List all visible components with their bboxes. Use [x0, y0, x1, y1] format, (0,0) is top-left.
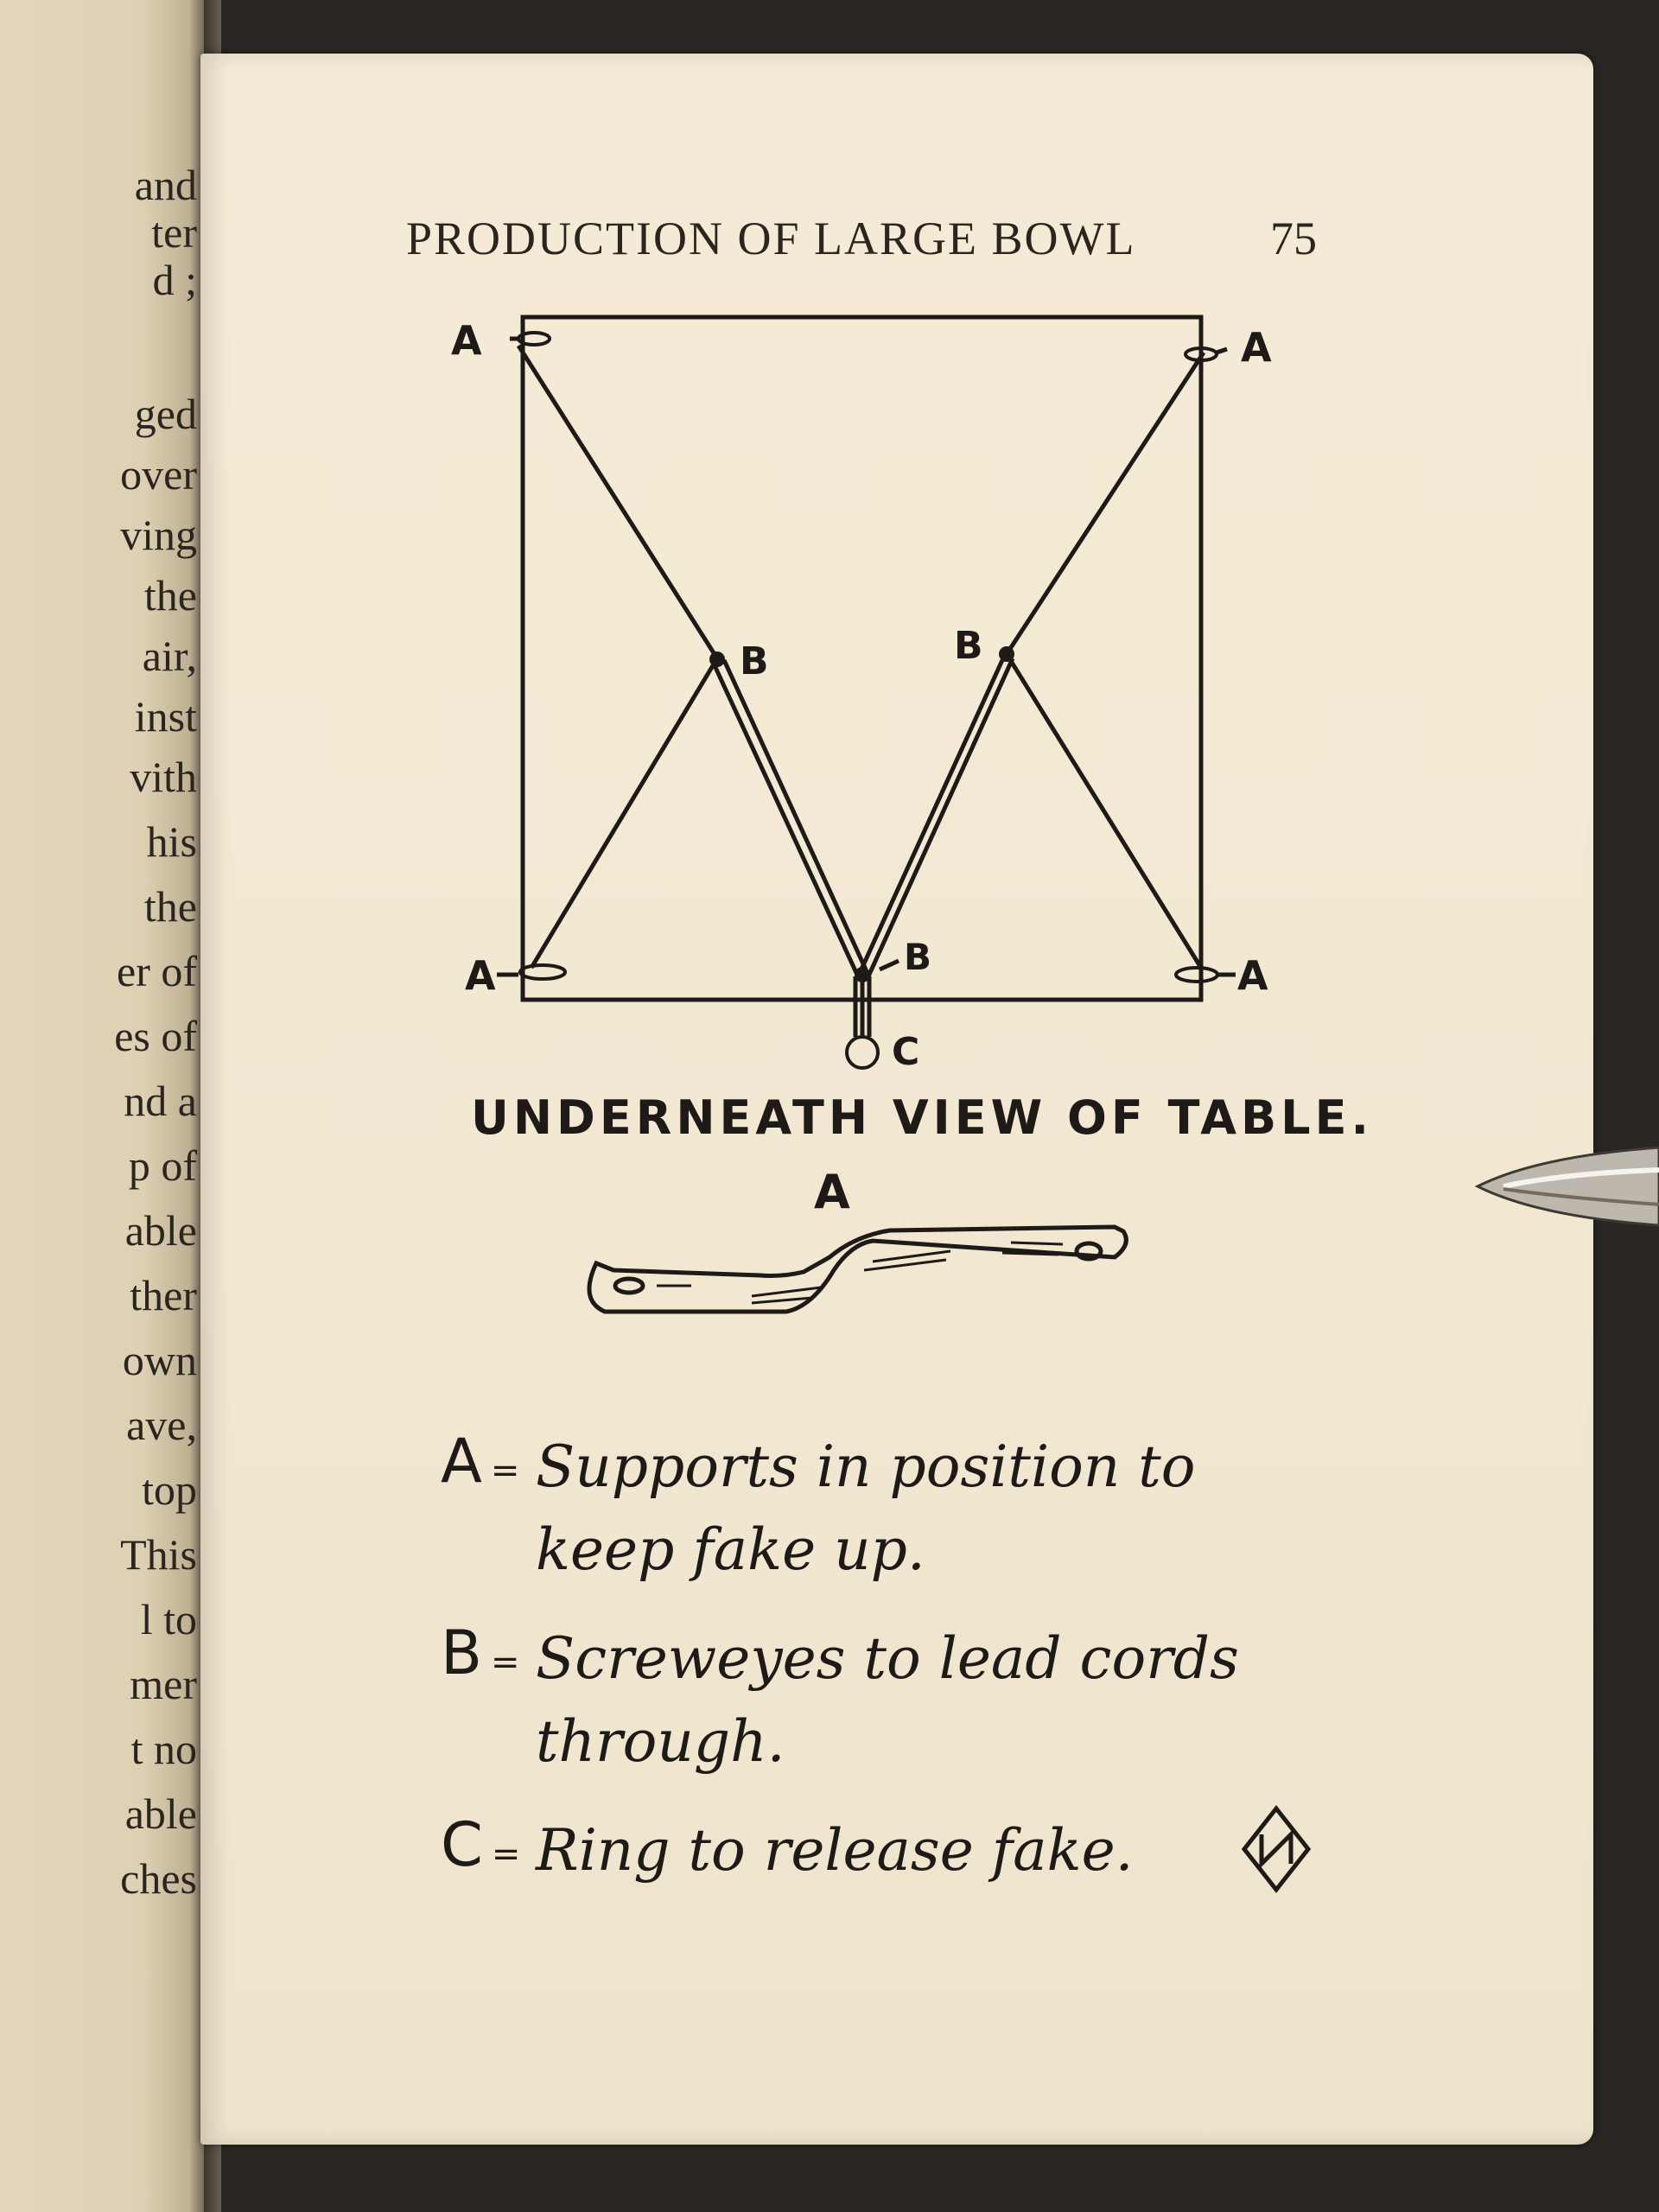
printer-mark-icon: [1237, 1802, 1315, 1897]
legend-item: [441, 1618, 1443, 1783]
legend-text: Supports in position to keep fake up.: [536, 1433, 1196, 1583]
screweye-b-right: [999, 646, 1014, 662]
legend-text: Screweyes to lead cords through.: [536, 1625, 1239, 1775]
label-a: A: [1241, 324, 1272, 371]
left-page-line: nd a: [124, 1077, 197, 1125]
left-page-line: the: [143, 882, 197, 931]
left-page-line: vith: [130, 753, 197, 801]
legend-key: [441, 1426, 536, 1592]
label-b: B: [904, 936, 932, 978]
release-ring: [847, 1037, 878, 1068]
support-a-bottom-left: [520, 965, 565, 979]
left-page-line: This: [120, 1530, 197, 1579]
pen-tip: [1469, 1139, 1659, 1234]
left-page-line: over: [120, 450, 197, 499]
left-page-line: l to: [140, 1595, 197, 1643]
legend-key: [441, 1618, 536, 1783]
label-a: A: [1237, 952, 1268, 999]
left-page-line: inst: [134, 692, 197, 741]
legend-key: [441, 1809, 536, 1892]
left-page-line: ches: [120, 1854, 197, 1903]
left-page-line: ter: [151, 208, 197, 257]
left-page-line: able: [124, 1789, 197, 1838]
left-page-line: his: [146, 817, 197, 866]
left-page-line: mer: [130, 1660, 197, 1708]
label-b: B: [740, 639, 769, 683]
bracket-label: A: [814, 1165, 850, 1219]
left-page-line: ged: [134, 390, 197, 438]
left-page-line: es of: [114, 1012, 197, 1060]
left-page-line: own: [122, 1336, 197, 1384]
left-page-line: the: [143, 571, 197, 620]
legend-key-letter: B: [441, 1618, 483, 1688]
legend-key-letter: C: [441, 1809, 483, 1880]
label-a: A: [451, 317, 482, 364]
support-bracket-drawing: [589, 1227, 1126, 1312]
page-number: 75: [1270, 213, 1317, 264]
left-page-line: air,: [142, 632, 197, 680]
table-outline: [523, 317, 1201, 1000]
label-c: C: [892, 1030, 920, 1074]
diagram-caption: UNDERNEATH VIEW OF TABLE.: [471, 1090, 1373, 1145]
left-page-line: top: [142, 1465, 197, 1514]
cord: [724, 660, 866, 969]
left-page-line: ave,: [126, 1401, 197, 1449]
support-a-bottom-right: [1176, 968, 1217, 982]
cord: [1007, 353, 1204, 654]
legend-item: [441, 1426, 1443, 1592]
label-b: B: [954, 624, 983, 668]
screweye-b-center: [855, 967, 870, 982]
legend-separator: =: [491, 1643, 520, 1682]
left-page-line: d ;: [152, 256, 197, 304]
legend-separator: =: [490, 1451, 520, 1491]
cord: [860, 660, 1002, 973]
cord: [714, 664, 857, 975]
cord: [518, 346, 717, 658]
left-page-line: ther: [130, 1271, 197, 1319]
page-title: PRODUCTION OF LARGE BOWL: [406, 213, 1136, 264]
label-a: A: [465, 952, 496, 999]
left-page-line: er of: [117, 947, 197, 995]
screweye-b-left: [709, 652, 725, 667]
cord: [531, 658, 717, 968]
left-page-line: ving: [120, 511, 197, 559]
left-page-line: p of: [128, 1141, 197, 1190]
legend-text: Ring to release fake.: [536, 1817, 1134, 1884]
legend-separator: =: [491, 1834, 521, 1874]
left-page-line: t no: [130, 1725, 197, 1773]
legend-key-letter: A: [441, 1426, 482, 1497]
cord: [1007, 654, 1201, 968]
left-page-line: and: [134, 161, 197, 209]
left-page-line: able: [124, 1206, 197, 1255]
cord: [868, 658, 1013, 976]
